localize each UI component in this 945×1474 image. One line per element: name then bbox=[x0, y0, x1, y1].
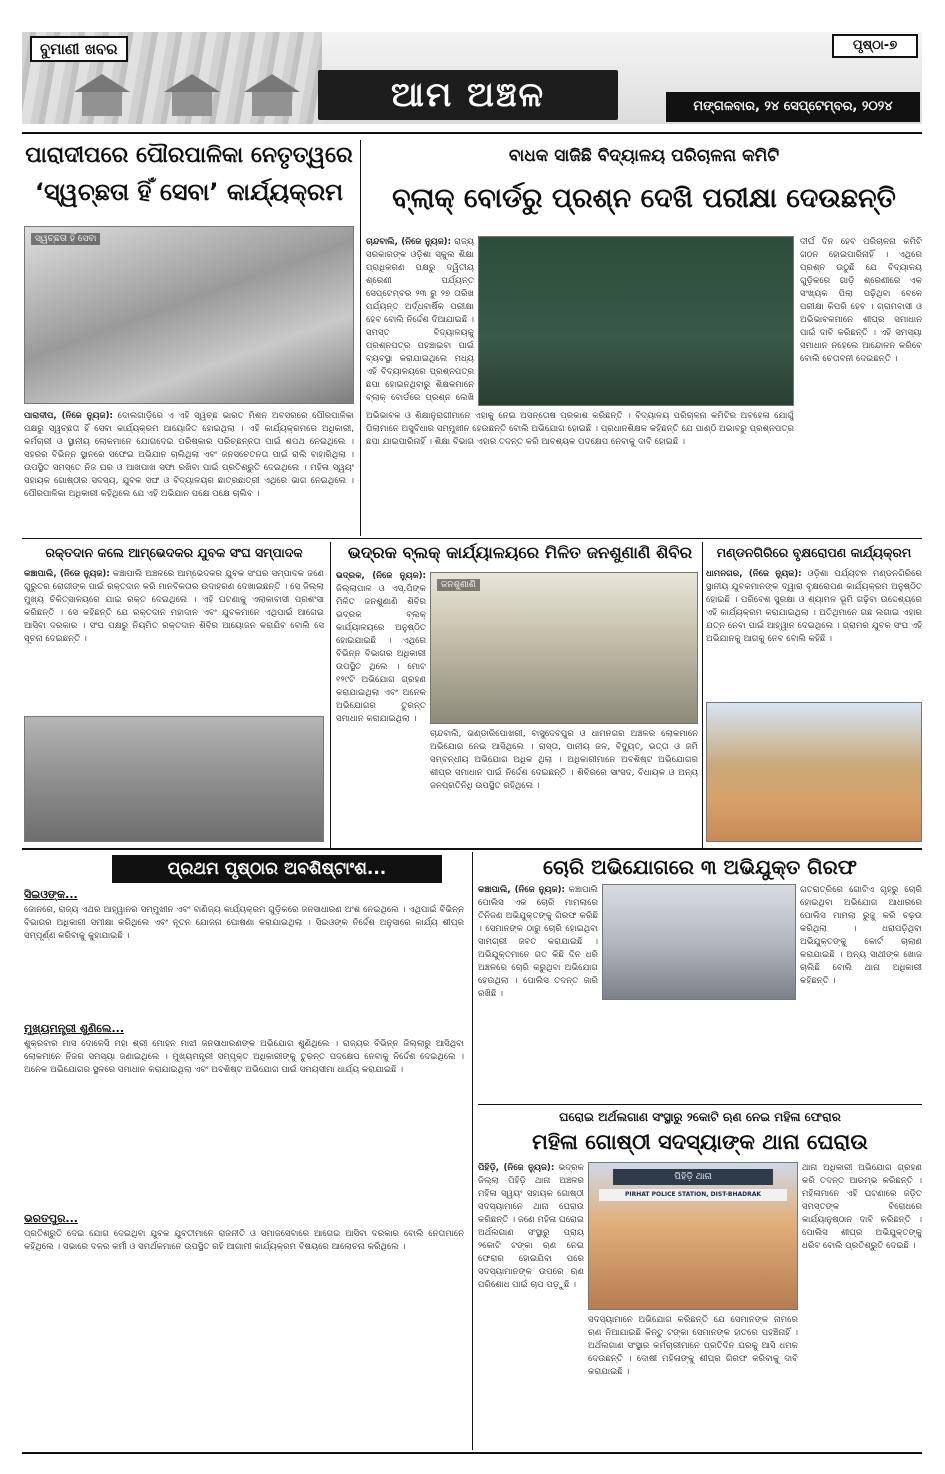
row-divider bbox=[22, 848, 922, 850]
blackboard-body-right: ଦୀର୍ଘ ଦିନ ହେବ ପରିଚାଳନା କମିଟି ଗଠନ ହୋଇପାରିନାହିଁ । ଏଥିରେ ପ୍ରଶ୍ନ ଉଠୁଛି ଯେ ବିଦ୍ୟାଳୟ ଗୁଡ଼ିକରେ ଗାଡ଼ି ଶ୍ରେଣୀରେ ଏକ ସଂଖ୍ୟକ ପିଲା ପଢ଼ିଥିବା ବେଳେ ପରୀକ୍ଷା କିପରି ହେବ । ଗ୍ରାମବାସୀ ଓ ଅଭିଭାବକମାନେ ଶୀଘ୍ର ସମାଧାନ ପାଇଁ ଦାବି କରିଛନ୍ତି । ଏହି ସମସ୍ୟା ସମାଧାନ ନହେଲେ ଆନ୍ଦୋଳନ କରିବେ ବୋଲି ଚେତାବନୀ ଦେଇଛନ୍ତି । bbox=[800, 237, 922, 364]
blood-byline: କଞ୍ଚାପାଲି, (ନିଜେ ନ୍ୟୁଜ): bbox=[24, 569, 110, 579]
section-title: ଆମ ଅଞ୍ଚଳ bbox=[318, 70, 618, 120]
bhadrak-photo bbox=[430, 572, 698, 724]
women-body-right: ଥାନା ଅଧିକାରୀ ଅଭିଯୋଗ ଗ୍ରହଣ କରି ତଦନ୍ତ ଆରମ୍ଭ କରିଛନ୍ତି । ମହିଳାମାନେ ଏହି ଘଟଣାରେ ଜଡ଼ିତ ସମସ୍ତଙ୍କ ବିରୋଧରେ କାର୍ଯ୍ୟାନୁଷ୍ଠାନ ଦାବି କରିଛନ୍ତି । ପୋଲିସ ଶୀଘ୍ର ଅଭିଯୁକ୍ତଙ୍କୁ ଧରିବ ବୋଲି ପ୍ରତିଶ୍ରୁତି ଦେଇଛି । bbox=[802, 1163, 922, 1251]
row-divider bbox=[478, 1104, 922, 1105]
blackboard-photo bbox=[478, 236, 794, 406]
column-divider bbox=[702, 542, 703, 848]
bhadrak-body-right: ଚାନ୍ଦବାଲି, ଭଣ୍ଡାରିପୋଖରୀ, ବାସୁଦେବପୁର ଓ ଧାମନଗର ଅଞ୍ଚଳର ଲୋକମାନେ ଅଭିଯୋଗ ନେଇ ଆସିଥିଲେ । ରାସ୍ତା, ପାନୀୟ ଜଳ, ବିଦ୍ୟୁତ୍, ଭତ୍ତା ଓ ଜମି ସମ୍ବନ୍ଧୀୟ ଅଭିଯୋଗ ଅଧିକ ଥିଲା । ଅଧିକାରୀମାନେ ଅବଶିଷ୍ଟ ଅଭିଯୋଗର ଶୀଘ୍ର ସମାଧାନ ପାଇଁ ନିର୍ଦ୍ଦେଶ ଦେଇଛନ୍ତି । ଶିବିରରେ ସାଂସଦ, ବିଧାୟକ ଓ ଅନ୍ୟ ଜନପ୍ରତିନିଧି ଉପସ୍ଥିତ ରହିଥିଲେ । bbox=[430, 729, 698, 791]
paradeep-photo-caption: ସ୍ୱଚ୍ଛତା ହିଁ ସେବା bbox=[31, 233, 100, 245]
blackboard-body-mid: ଅଭିଭାବକ ଓ ଶିକ୍ଷାନୁରାଗୀମାନେ ଏହାକୁ ନେଇ ଅସନ୍ତୋଷ ପ୍ରକାଶ କରିଛନ୍ତି । ବିଦ୍ୟାଳୟ ପରିଚାଳନା କମିଟିର ଅବହେଳା ଯୋଗୁଁ ପିଲାମାନେ ଅସୁବିଧାର ସମ୍ମୁଖୀନ ହେଉଛନ୍ତି ବୋଲି ଅଭିଯୋଗ ହୋଇଛି । ପ୍ରଧାନଶିକ୍ଷକ କହିଛନ୍ତି ଯେ ପାଣ୍ଠି ଅଭାବରୁ ପ୍ରଶ୍ନପତ୍ର ଛପା ଯାଇପାରିନାହିଁ । ଶିକ୍ଷା ବିଭାଗ ଏହାର ତଦନ୍ତ କରି ଆବଶ୍ୟକ ପଦକ୍ଷେପ ନେବାକୁ ଦାବି ହୋଇଛି । bbox=[366, 411, 794, 447]
cont-part3-body: ପ୍ରତିଶ୍ରୁତି ଦେଇ ଯୋଗ ଦେଇଥିବା ଯୁବକ ଯୁବତୀମାନେ ରାଜନୀତି ଓ ସମାଜସେବାରେ ଆଗେଇ ଆସିବା ଦରକାର ବୋଲି ନେତାମାନେ କହିଥିଲେ । ସଭାରେ ଦଳର କର୍ମୀ ଓ ସମର୍ଥକମାନେ ଉପସ୍ଥିତ ରହି ଆଗାମୀ କାର୍ଯ୍ୟକ୍ରମ ବିଷୟରେ ଆଲୋଚନା କରିଥିଲେ । bbox=[24, 1229, 464, 1252]
column-divider bbox=[472, 852, 473, 1450]
page-number: ପୃଷ୍ଠା-୭ bbox=[832, 34, 918, 58]
hut-icon bbox=[252, 90, 292, 116]
cont-part1-body: ଜୋନରେ, ରାଜ୍ୟ ଏଥର ଆହ୍ୱାନର ସମ୍ମୁଖୀନ ଏବଂ ବାଣିଜ୍ୟ କାର୍ଯ୍ୟକ୍ରମ ଗୁଡ଼ିକରେ ଜନସାଧାରଣ ଅଂଶ ନେଇଥିଲେ । ଏଥିପାଇଁ ବିଭିନ୍ନ ବିଭାଗର ଅଧିକାରୀ ସମୀକ୍ଷା କରିଥିଲେ ଏବଂ ନୂତନ ଯୋଜନା ଘୋଷଣା କରାଯାଇଥିଲା । ସିଇଓଙ୍କ ନିର୍ଦ୍ଦେଶ ଅନୁସାରେ କାର୍ଯ୍ୟ ଶୀଘ୍ର ସମ୍ପୂର୍ଣ୍ଣ କରିବାକୁ କୁହାଯାଇଛି । bbox=[24, 905, 464, 941]
theft-body-left bbox=[478, 884, 598, 1000]
tree-headline: ମଣ୍ଡନଗିରିରେ ବୃକ୍ଷରୋପଣ କାର୍ଯ୍ୟକ୍ରମ bbox=[716, 545, 912, 560]
women-kicker: ଘରୋଇ ଅର୍ଥଲଗାଣ ସଂସ୍ଥାରୁ ୨କୋଟି ଋଣ ନେଇ ମହିଳା ଫେରାର bbox=[559, 1110, 841, 1124]
hut-icon bbox=[172, 90, 212, 116]
bhadrak-text-left: ଜିଲ୍ଲାପାଳ ଓ ଏସ୍.ପିଙ୍କ ମିଳିତ ଜନଶୁଣାଣି ଶିବିର ଭଦ୍ରକ ବ୍ଲକ୍ କାର୍ଯ୍ୟାଳୟରେ ଅନୁଷ୍ଠିତ ହୋଇଯାଇଛି । ଏଥିରେ ବିଭିନ୍ନ ବିଭାଗର ଅଧିକାରୀ ଉପସ୍ଥିତ ଥିଲେ । ମୋଟ ୧୨୯ଟି ଅଭିଯୋଗ ଗ୍ରହଣ କରାଯାଇଥିଲା ଏବଂ ଅନେକ ଅଭିଯୋଗର ତୁରନ୍ତ ସମାଧାନ କରାଯାଇଥିଲା । bbox=[336, 584, 426, 724]
paradeep-headline-1: ପାରାଦୀପରେ ପୌରପାଳିକା ନେତୃତ୍ୱରେ bbox=[25, 143, 353, 168]
blood-text: କଞ୍ଚାପାଲି ଅଞ୍ଚଳରେ ଆମ୍ଭେଦକର ଯୁବକ ସଂଘର ସମ୍ପାଦକ ଜଣେ ଗୁରୁତର ରୋଗୀଙ୍କ ପାଇଁ ରକ୍ତଦାନ କରି ମାନବିକତାର ଉଦାହରଣ ଦେଖାଇଛନ୍ତି । ସେ ଜିଲ୍ଲା ମୁଖ୍ୟ ଚିକିତ୍ସାଳୟରେ ଯାଇ ରକ୍ତ ଦେଇଥିଲେ । ଏହି ଘଟଣାକୁ ଏଲାକାବାସୀ ପ୍ରଶଂସା କରିଛନ୍ତି । ସେ କହିଛନ୍ତି ଯେ ରକ୍ତଦାନ ମହାଦାନ ଏବଂ ଯୁବକମାନେ ଏଥିପାଇଁ ଆଗେଇ ଆସିବା ଦରକାର । ସଂଘ ପକ୍ଷରୁ ନିୟମିତ ରକ୍ତଦାନ ଶିବିର ଆୟୋଜନ କରାଯିବ ବୋଲି ସେ ସୂଚନା ଦେଇଛନ୍ତି । bbox=[24, 569, 324, 644]
paradeep-text: ଦୋଲଗାଡ଼ିରେ ଏ ଏହି ସ୍ୱଚ୍ଛ ଭାରତ ମିଶନ ଅବସରରେ ପୌରପାଳିକା ପକ୍ଷରୁ ସ୍ୱଚ୍ଛତା ହିଁ ସେବା କାର୍ଯ୍ୟକ୍ରମ ଆୟୋଜିତ ହୋଇଥିଲା । ଏହି କାର୍ଯ୍ୟକ୍ରମରେ ଅଧିକାରୀ, କର୍ମଚାରୀ ଓ ସ୍ଥାନୀୟ ଲୋକମାନେ ଯୋଗଦେଇ ପରିଷ୍କାର ପରିଚ୍ଛନ୍ନତା ପାଇଁ ଶପଥ ନେଇଥିଲେ । ସହରର ବିଭିନ୍ନ ସ୍ଥାନରେ ସଫେଇ ଅଭିଯାନ ଚାଲିଥିଲା ଏବଂ ଜନସଚେତନତା ପାଇଁ ରାଲି ବାହାରିଥିଲା । ଉପସ୍ଥିତ ସମସ୍ତେ ନିଜ ଘର ଓ ଆଖପାଖ ସଫା ରଖିବା ପାଇଁ ପ୍ରତିଶ୍ରୁତି ଦେଇଥିଲେ । ମହିଳା ସ୍ୱୟଂ ସହାୟକ ଗୋଷ୍ଠୀର ସଦସ୍ୟ, ଯୁବକ ସଙ୍ଘ ଓ ବିଦ୍ୟାଳୟର ଛାତ୍ରଛାତ୍ରୀ ଏଥିରେ ଭାଗ ନେଇଥିଲେ । ପୌରପାଳିକା ଅଧିକାରୀ କହିଥିଲେ ଯେ ଏହି ଅଭିଯାନ ପକ୍ଷେ ପକ୍ଷେ ଚାଲିବ । bbox=[24, 411, 354, 499]
blood-body bbox=[24, 568, 324, 710]
blood-headline: ରକ୍ତଦାନ କଲେ ଆମ୍ଭେଦକର ଯୁବକ ସଂଘ ସମ୍ପାଦକ bbox=[45, 545, 303, 560]
footer-rule bbox=[22, 1452, 922, 1454]
blood-photo bbox=[24, 716, 324, 842]
tree-body bbox=[706, 568, 922, 698]
tree-photo bbox=[706, 702, 922, 842]
continuation-column bbox=[24, 888, 464, 1448]
women-body-left bbox=[478, 1162, 584, 1448]
paradeep-body bbox=[24, 410, 354, 530]
theft-headline: ଚୋରି ଅଭିଯୋଗରେ ୩ ଅଭିଯୁକ୍ତ ଗିରଫ bbox=[543, 855, 857, 879]
paradeep-byline: ପାରାଦୀପ, (ନିଜେ ନ୍ୟୁଜ): bbox=[24, 411, 113, 421]
tree-byline: ଧାମନଗର, (ନିଜେ ନ୍ୟୁଜ): bbox=[706, 569, 802, 579]
cont-part2-label: ମୁଖ୍ୟମନ୍ତ୍ରୀ ଶୁଣିଲେ... bbox=[24, 1022, 125, 1035]
continuation-heading: ପ୍ରଥମ ପୃଷ୍ଠାର ଅବଶିଷ୍ଟାଂଶ... bbox=[112, 855, 442, 883]
women-text-left: ଭଦ୍ରକ ଜିଲ୍ଲା ପିହିଡ଼ି ଥାନା ଅଞ୍ଚଳର ମହିଳା ସ୍ୱୟଂ ସହାୟକ ଗୋଷ୍ଠୀ ସଦସ୍ୟାମାନେ ଥାନା ଘେରାଉ କରିଛନ୍ତି । ଜଣେ ମହିଳା ଘରୋଇ ଅର୍ଥଲଗାଣ ସଂସ୍ଥାରୁ ପ୍ରାୟ ୨କୋଟି ଟଙ୍କା ଋଣ ନେଇ ଫେରାର ହୋଇଯିବା ପରେ ସଦସ୍ୟାମାନଙ୍କ ଉପରେ ଋଣ ପରିଶୋଧ ପାଇଁ ଚାପ ପଡ଼ୁଛି । bbox=[478, 1163, 584, 1290]
theft-byline: କଞ୍ଚାପାଲି, (ନିଜେ ନ୍ୟୁଜ): bbox=[478, 885, 565, 895]
column-divider bbox=[330, 542, 331, 848]
police-station-sign-english: PIRHAT POLICE STATION, DIST-BHADRAK bbox=[599, 1189, 787, 1201]
bhadrak-byline: ଭଦ୍ରକ, (ନିଜେ ନ୍ୟୁଜ): bbox=[336, 571, 426, 581]
cont-part2-body: ଶୁକ୍ରବାର ମାସ ଦୋଳେସି ମହା ଶ୍ରୀ ମୋହନ ମାଝୀ ଜନସାଧାରଣଙ୍କ ଅଭିଯୋଗ ଶୁଣିଥିଲେ । ରାଜ୍ୟର ବିଭିନ୍ନ ଜିଲ୍ଲାରୁ ଆସିଥିବା ଲୋକମାନେ ନିଜର ସମସ୍ୟା ଜଣାଇଥିଲେ । ମୁଖ୍ୟମନ୍ତ୍ରୀ ସମ୍ପୃକ୍ତ ଅଧିକାରୀଙ୍କୁ ତୁରନ୍ତ ପଦକ୍ଷେପ ନେବାକୁ ନିର୍ଦ୍ଦେଶ ଦେଇଥିଲେ । ଅନେକ ଅଭିଯୋଗର ସ୍ଥଳରେ ସମାଧାନ କରାଯାଇଥିଲା ଏବଂ ଅବଶିଷ୍ଟ ଅଭିଯୋଗ ପାଇଁ ସମୟସୀମା ଧାର୍ଯ୍ୟ କରାଯାଇଛି । bbox=[24, 1039, 464, 1075]
row-divider bbox=[22, 538, 922, 539]
paradeep-headline-2: ‘ସ୍ୱଚ୍ଛତା ହିଁ ସେବା’ କାର୍ଯ୍ୟକ୍ରମ bbox=[34, 178, 344, 206]
column-divider bbox=[360, 140, 361, 536]
blackboard-text-left: ରାଜ୍ୟ ସରକାରଙ୍କ ଓଡ଼ିଶା ସ୍କୁଲ ଶିକ୍ଷା ପ୍ରାଧିକରଣ ପକ୍ଷରୁ ଦ୍ୱିତୀୟ ଶ୍ରେଣୀ ପର୍ଯ୍ୟନ୍ତ ସେପ୍ଟେମ୍ବର ୨୩ ରୁ ୨୭ ତାରିଖ ପର୍ଯ୍ୟନ୍ତ ଅର୍ଦ୍ଧବାର୍ଷିକ ପରୀକ୍ଷା ହେବ ବୋଲି ନିର୍ଦ୍ଦେଶ ଦିଆଯାଇଛି । ସମସ୍ତ ବିଦ୍ୟାଳୟକୁ ପ୍ରଶ୍ନପତ୍ର ପହଞ୍ଚାଇବା ପାଇଁ ବ୍ୟବସ୍ଥା କରାଯାଇଥିଲେ ମଧ୍ୟ ଏହି ବିଦ୍ୟାଳୟରେ ପ୍ରଶ୍ନପତ୍ର ଛପା ହୋଇନଥିବାରୁ ଶିକ୍ଷକମାନେ ବ୍ଲାକ୍ ବୋର୍ଡରେ ପ୍ରଶ୍ନ ଲେଖି bbox=[366, 237, 474, 403]
theft-text-left: କଞ୍ଚାପାଲି ପୋଲିସ ଏକ ଚୋରି ମାମଲାରେ ତିନିଜଣ ଅଭିଯୁକ୍ତଙ୍କୁ ଗିରଫ କରିଛି । ସେମାନଙ୍କ ଠାରୁ ଚୋରି ହୋଇଥିବା ସାମଗ୍ରୀ ଜବତ କରାଯାଇଛି । ଅଭିଯୁକ୍ତମାନେ ଗତ କିଛି ଦିନ ଧରି ଅଞ୍ଚଳରେ ଚୋରି କରୁଥିବା ଅଭିଯୋଗ ହେଉଥିଲା । ପୋଲିସ ତଦନ୍ତ ଜାରି ରଖିଛି । bbox=[478, 885, 598, 999]
paradeep-photo bbox=[24, 226, 354, 404]
theft-body-right: ଗତରାତ୍ରିରେ ଗୋଟିଏ ଗୃହରୁ ଚୋରି ହୋଇଥିବା ଅଭିଯୋଗ ଆଧାରରେ ପୋଲିସ ମାମଲା ରୁଜୁ କରି ଚଢ଼ଉ କରିଥିଲା । ଧରାପଡ଼ିଥିବା ଅଭିଯୁକ୍ତଙ୍କୁ କୋର୍ଟ ଚାଲାଣ କରାଯାଇଛି । ଅନ୍ୟ ସାଥୀଙ୍କ ଖୋଜ ଚାଲିଛି ବୋଲି ଥାନା ଅଧିକାରୀ କହିଛନ୍ତି । bbox=[800, 885, 922, 986]
police-station-sign: ପିହିଡ଼ି ଥାନା bbox=[613, 1169, 773, 1185]
newspaper-name: ବୁମାଣୀ ଖବର bbox=[30, 36, 128, 62]
blackboard-body-left bbox=[366, 236, 474, 406]
blackboard-headline: ବ୍ଲାକ୍ ବୋର୍ଡରୁ ପ୍ରଶ୍ନ ଦେଖି ପରୀକ୍ଷା ଦେଉଛନ୍ତି bbox=[392, 183, 896, 214]
hut-icon bbox=[82, 90, 122, 116]
masthead-divider bbox=[22, 132, 922, 134]
cont-part3-label: ଭରତପୁର... bbox=[24, 1212, 78, 1225]
bhadrak-headline: ଭଦ୍ରକ ବ୍ଲକ୍ କାର୍ଯ୍ୟାଳୟରେ ମିଳିତ ଜନଶୁଣାଣି ଶିବିର bbox=[347, 543, 693, 562]
blackboard-kicker: ବାଧକ ସାଜିଛି ବିଦ୍ୟାଳୟ ପରିଚାଳନା କମିଟି bbox=[508, 146, 780, 166]
blackboard-byline: ଚାନ୍ଦବାଲି, (ନିଜେ ନ୍ୟୁଜ): bbox=[366, 237, 452, 247]
bhadrak-photo-caption: ଜନଶୁଣାଣି bbox=[437, 579, 480, 591]
tree-text: ଓଡ଼ିଶା ପର୍ଯ୍ୟଟନ ମଣ୍ଡନଗିରିରେ ସ୍ଥାନୀୟ ଯୁବକମାନଙ୍କ ଦ୍ୱାରା ବୃକ୍ଷରୋପଣ କାର୍ଯ୍ୟକ୍ରମ ଅନୁଷ୍ଠିତ ହୋଇଛି । ପରିବେଶ ସୁରକ୍ଷା ଓ ଶ୍ୟାମଳ ଭୂମି ଗଢ଼ିବା ଉଦ୍ଦେଶ୍ୟରେ ଏହି କାର୍ଯ୍ୟକ୍ରମ କରାଯାଇଥିଲା । ଅତିଥିମାନେ ଗଛ ଲଗାଇ ଏହାର ଯତ୍ନ ନେବା ପାଇଁ ଆହ୍ୱାନ ଦେଇଥିଲେ । ଗ୍ରାମର ଯୁବକ ସଂଘ ଏହି ଅଭିଯାନକୁ ଆଗକୁ ନେବ ବୋଲି କହିଛି । bbox=[706, 569, 922, 644]
theft-photo bbox=[602, 884, 796, 1000]
women-photo bbox=[588, 1162, 798, 1310]
women-byline: ପିହିଡ଼ି, (ନିଜେ ନ୍ୟୁଜ): bbox=[478, 1163, 555, 1173]
cont-part1-label: ସିଇଓଙ୍କ... bbox=[24, 888, 78, 901]
women-headline: ମହିଳା ଗୋଷ୍ଠୀ ସଦସ୍ୟାଙ୍କ ଥାନା ଘେରାଉ bbox=[532, 1130, 868, 1154]
women-body-mid: ସଦସ୍ୟାମାନେ ଅଭିଯୋଗ କରିଛନ୍ତି ଯେ ସେମାନଙ୍କ ନାମରେ ଋଣ ନିଆଯାଇଛି କିନ୍ତୁ ଟଙ୍କା ସେମାନଙ୍କ ହାତରେ ପହଞ୍ଚିନାହିଁ । ଅର୍ଥଲଗାଣ ସଂସ୍ଥାର କର୍ମଚାରୀମାନେ ପ୍ରତିଦିନ ଘରକୁ ଆସି ଧମକ ଦେଉଛନ୍ତି । ଦୋଷୀ ମହିଳାଙ୍କୁ ଶୀଘ୍ର ଗିରଫ କରିବାକୁ ଦାବି କରାଯାଇଛି । bbox=[588, 1315, 798, 1377]
issue-date: ମଙ୍ଗଳବାର, ୨୪ ସେପ୍ଟେମ୍ବର, ୨୦୨୪ bbox=[666, 92, 920, 122]
bhadrak-body-left bbox=[336, 570, 426, 842]
